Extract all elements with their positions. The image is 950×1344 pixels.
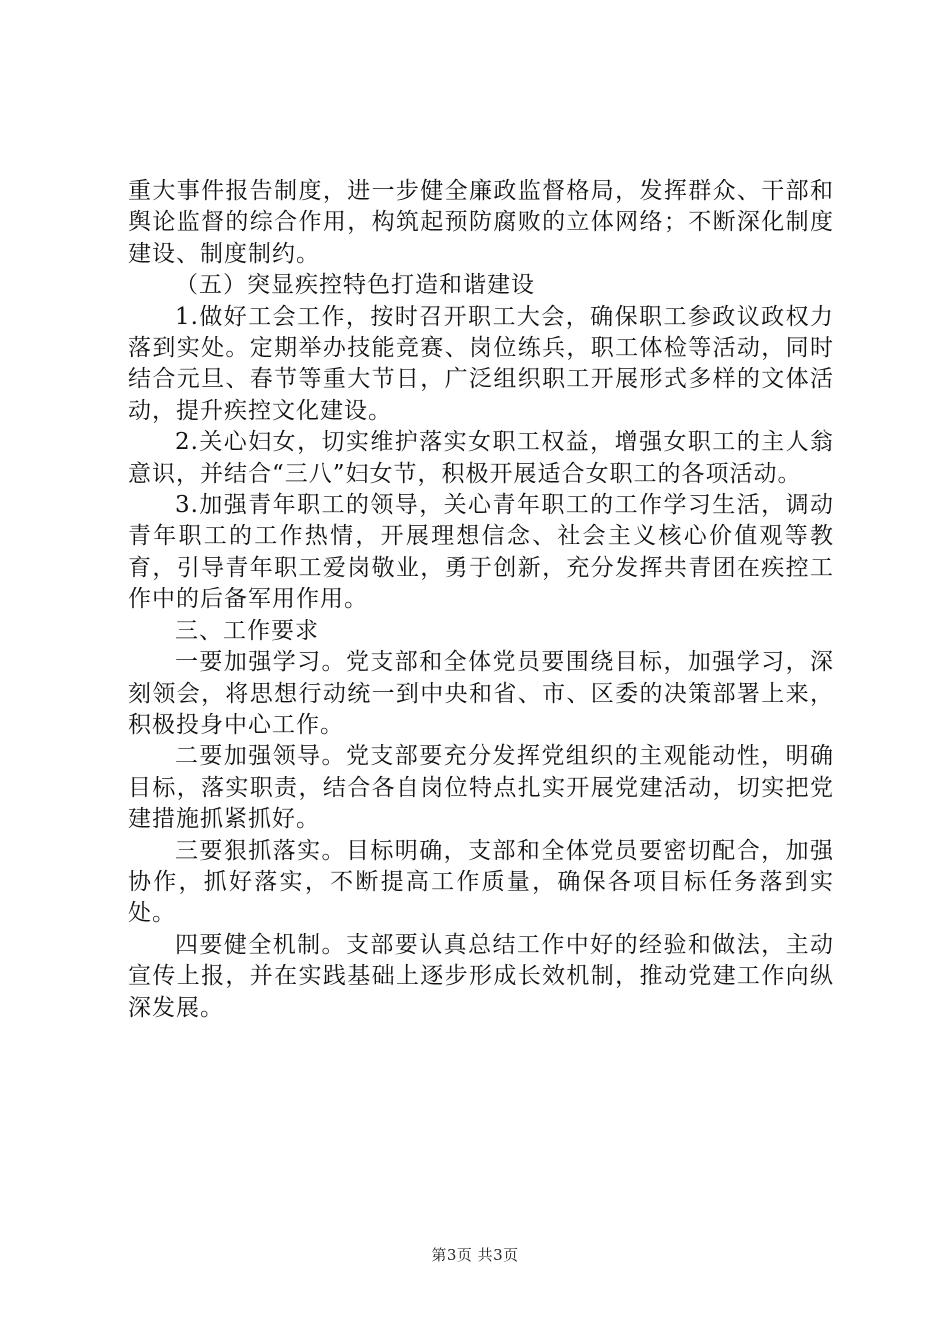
paragraph-item-1: 1.做好工会工作，按时召开职工大会，确保职工参政议政权力落到实处。定期举办技能竞赛、岗位练兵，职工体检等活动，同时结合元旦、春节等重大节日，广泛组织职工开展形式多样的文体活动，提升疾控文化建设。 [128,303,834,424]
document-body [128,176,834,1024]
paragraph-requirement-3: 三要狠抓落实。目标明确，支部和全体党员要密切配合，加强协作，抓好落实，不断提高工作质量，确保各项目标任务落到实处。 [128,837,834,927]
paragraph-item-3: 3.加强青年职工的领导，关心青年职工的工作学习生活，调动青年职工的工作热情，开展理想信念、社会主义核心价值观等教育，引导青年职工爱岗敬业，勇于创新，充分发挥共青团在疾控工作中的后备军用作用。 [128,492,834,613]
page-number-footer: 第3页 共3页 [431,1246,519,1264]
paragraph-item-2: 2.关心妇女，切实维护落实女职工权益，增强女职工的主人翁意识，并结合“三八”妇女节，积极开展适合女职工的各项活动。 [128,429,834,487]
paragraph-requirement-1: 一要加强学习。党支部和全体党员要围绕目标，加强学习，深刻领会，将思想行动统一到中央和省、市、区委的决策部署上来，积极投身中心工作。 [128,649,834,738]
paragraph-requirement-4: 四要健全机制。支部要认真总结工作中好的经验和做法，主动宣传上报，并在实践基础上逐步形成长效机制，推动党建工作向纵深发展。 [128,931,834,1021]
paragraph-requirement-2: 二要加强领导。党支部要充分发挥党组织的主观能动性，明确目标，落实职责，结合各自岗位特点扎实开展党建活动，切实把党建措施抓紧抓好。 [128,743,834,833]
paragraph-continuation: 重大事件报告制度，进一步健全廉政监督格局，发挥群众、干部和舆论监督的综合作用，构筑起预防腐败的立体网络；不断深化制度建设、制度制约。 [128,178,834,267]
section-heading-five: （五）突显疾控特色打造和谐建设 [175,272,535,299]
section-heading-requirements: 三、工作要求 [175,617,319,644]
